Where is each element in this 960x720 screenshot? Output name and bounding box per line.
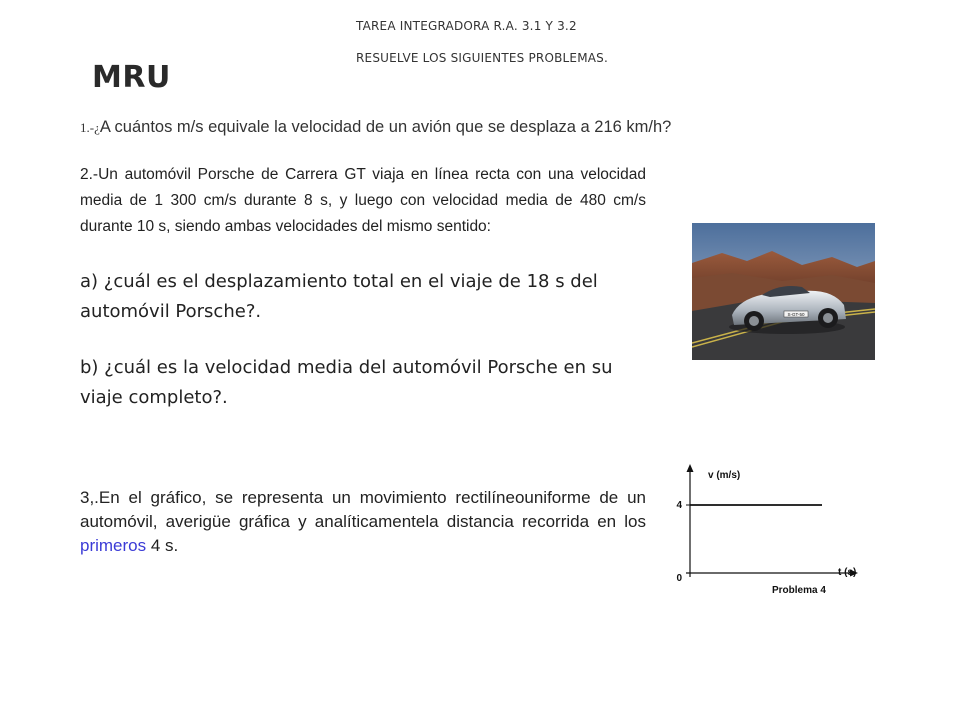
y-tick-label: 4 [676,500,682,511]
y-axis-arrow [687,464,694,472]
velocity-time-graph [672,462,872,602]
y-axis-label: v (m/s) [708,470,741,481]
origin-label: 0 [676,573,682,584]
problem-2-question-b: b) ¿cuál es la velocidad media del automóvil Porsche en su viaje completo?. [80,357,613,408]
car-illustration [692,223,875,360]
porsche-car-photo [692,223,875,360]
problem-1 [80,118,671,137]
problem-3-text: 3,.En el gráfico, se representa un movimiento rectilíneouniforme de un automóvil, averigüe gráfica y analíticamentela distancia recorrida en los [80,488,646,531]
graph-caption: Problema 4 [772,585,826,596]
x-axis-label: t (s) [838,567,857,578]
license-plate: S-GT-50 [787,312,805,317]
problem-3-highlight: primeros [80,536,147,555]
problem-1-number: 1.-¿ [80,120,100,135]
problem-2-question-a: a) ¿cuál es el desplazamiento total en el viaje de 18 s del automóvil Porsche?. [80,271,598,322]
header-line-1: TAREA INTEGRADORA R.A. 3.1 Y 3.2 [356,19,577,33]
problem-3 [80,486,646,558]
slide-title: MRU [92,60,171,95]
problem-3-text-end: 4 s. [146,536,179,555]
header-line-2: RESUELVE LOS SIGUIENTES PROBLEMAS. [356,51,609,65]
problem-1-text: A cuántos m/s equivale la velocidad de un avión que se desplaza a 216 km/h? [99,118,672,136]
problem-2-statement: 2.-Un automóvil Porsche de Carrera GT viaja en línea recta con una velocidad media de 1 300 cm/s durante 8 s, y luego con velocidad media de 480 cm/s durante 10 s, siendo ambas velocidades del mismo sentido: [80,166,646,235]
